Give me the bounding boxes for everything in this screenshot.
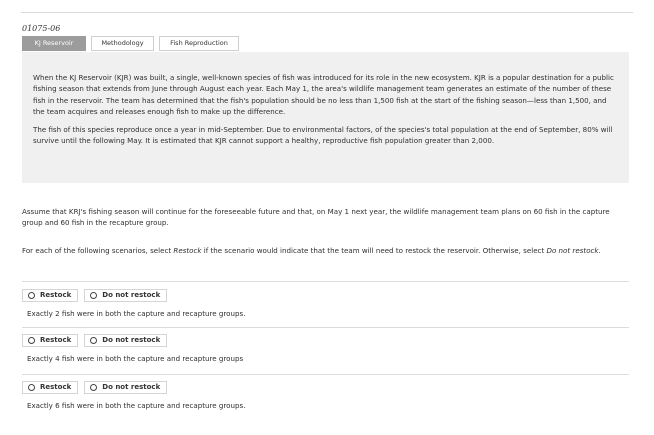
question-stem: Assume that KRJ's fishing season will continue for the foreseeable future and that, on May 1 next year, the wildlife management team plans on 60 fish in the capture group and 60 fish in the recapture group.: [22, 207, 610, 228]
question-instructions: [22, 245, 627, 256]
scenario-item-3: [22, 381, 629, 411]
tab-methodology[interactable]: Methodology: [91, 36, 154, 51]
scenario-choices: [22, 289, 629, 302]
do-not-restock-label: Do not restock: [102, 336, 161, 344]
scenario-divider: [22, 281, 629, 282]
passage-panel: [22, 52, 629, 183]
instruction-text-3: .: [598, 246, 601, 255]
restock-label: Restock: [40, 383, 72, 391]
scenario-text: Exactly 2 fish were in both the capture and recapture groups.: [27, 309, 246, 318]
do-not-restock-option[interactable]: [84, 334, 167, 347]
question-id: 01075-06: [22, 24, 61, 33]
scenario-item-1: [22, 289, 629, 319]
tab-kj-reservoir[interactable]: KJ Reservoir: [22, 36, 86, 51]
top-divider: [21, 12, 633, 13]
radio-icon: [28, 292, 35, 299]
scenario-item-2: [22, 334, 629, 364]
radio-icon: [90, 384, 97, 391]
do-not-restock-option[interactable]: [84, 289, 167, 302]
restock-label: Restock: [40, 336, 72, 344]
instruction-restock: Restock: [173, 246, 202, 255]
scenario-text: Exactly 6 fish were in both the capture and recapture groups.: [27, 401, 246, 410]
scenario-divider: [22, 374, 629, 375]
passage-paragraph-2: The fish of this species reproduce once a year in mid-September. Due to environmental factors, of the species's total population at the end of September, 80% will survive until the following May. It is estimated that KJR cannot support a healthy, reproductive fish population greater than 2,000.: [33, 124, 613, 146]
instruction-do-not-restock: Do not restock: [546, 246, 599, 255]
instruction-text-1: For each of the following scenarios, select: [22, 246, 174, 255]
scenario-choices: [22, 381, 629, 394]
restock-option[interactable]: [22, 334, 78, 347]
radio-icon: [90, 337, 97, 344]
radio-icon: [90, 292, 97, 299]
do-not-restock-option[interactable]: [84, 381, 167, 394]
tab-bar: [22, 36, 239, 51]
do-not-restock-label: Do not restock: [102, 291, 161, 299]
restock-option[interactable]: [22, 381, 78, 394]
scenario-text: Exactly 4 fish were in both the capture and recapture groups: [27, 354, 244, 363]
restock-label: Restock: [40, 291, 72, 299]
radio-icon: [28, 337, 35, 344]
scenario-divider: [22, 327, 629, 328]
radio-icon: [28, 384, 35, 391]
scenario-choices: [22, 334, 629, 347]
tab-fish-reproduction[interactable]: Fish Reproduction: [159, 36, 239, 51]
do-not-restock-label: Do not restock: [102, 383, 161, 391]
restock-option[interactable]: [22, 289, 78, 302]
instruction-text-2: if the scenario would indicate that the team will need to restock the reservoir. Otherwise, select: [201, 246, 547, 255]
passage-paragraph-1: When the KJ Reservoir (KJR) was built, a single, well-known species of fish was introduced for its role in the new ecosystem. KJR is a popular destination for a public fishing season that extends from June through August each year. Each May 1, the area's wildlife management team generates an estimate of the number of these fish in the reservoir. The team has determined that the fish's population should be no less than 1,500 fish at the start of the fishing season—less than 1,500, and the team acquires and releases enough fish to make up the difference.: [33, 73, 614, 117]
